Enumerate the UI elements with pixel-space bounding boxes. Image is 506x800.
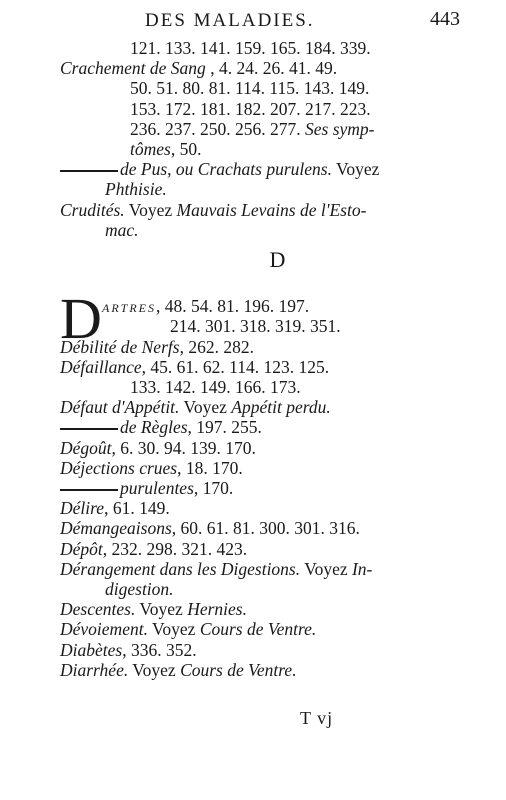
index-term: artres xyxy=(102,296,156,317)
index-term: Défaut d'Appétit. xyxy=(60,397,180,418)
index-term: Crudités. xyxy=(60,199,125,220)
ditto-dash xyxy=(60,489,118,491)
section-letter: D xyxy=(269,247,286,273)
index-line: tômes, 50. xyxy=(130,139,202,160)
index-line: 214. 301. 318. 319. 351. xyxy=(170,316,341,337)
index-term: Dépôt xyxy=(60,538,103,559)
index-term: Dégoût xyxy=(60,437,112,458)
index-term: Diabètes xyxy=(60,639,123,660)
index-term: Débilité de Nerfs xyxy=(60,336,180,357)
index-subentry: de Règles, 197. 255. xyxy=(60,417,440,437)
page-number: 443 xyxy=(430,8,460,30)
ditto-dash xyxy=(60,170,118,172)
index-entry: Dérangement dans les Digestions. Voyez In- xyxy=(60,558,373,579)
index-entry: Crachement de Sang , 4. 24. 26. 41. 49. xyxy=(60,58,338,79)
signature-mark: T vj xyxy=(300,708,334,728)
index-entry: Dévoiement. Voyez Cours de Ventre. xyxy=(60,619,317,640)
running-title: DES MALADIES. xyxy=(145,10,315,31)
index-line: 133. 142. 149. 166. 173. xyxy=(130,377,301,398)
index-term: Crachement de Sang xyxy=(60,58,206,79)
index-term: Défaillance xyxy=(60,356,142,377)
index-line: Phthisie. xyxy=(105,179,167,200)
running-header xyxy=(0,8,506,34)
index-entry: Défaillance, 45. 61. 62. 114. 123. 125. xyxy=(60,356,330,377)
index-term: Démangeaisons xyxy=(60,518,172,539)
index-entry: Démangeaisons, 60. 61. 81. 300. 301. 316. xyxy=(60,518,360,539)
ditto-dash xyxy=(60,428,118,430)
index-column xyxy=(60,38,440,680)
index-entry: Délire, 61. 149. xyxy=(60,498,170,519)
index-line: 121. 133. 141. 159. 165. 184. 339. xyxy=(130,38,371,58)
index-entry: Diarrhée. Voyez Cours de Ventre. xyxy=(60,659,297,680)
index-subentry: de Pus, ou Crachats purulens. Voyez xyxy=(60,159,440,179)
index-term: Diarrhée. xyxy=(60,659,129,680)
index-entry: Débilité de Nerfs, 262. 282. xyxy=(60,336,254,357)
index-subentry: purulentes, 170. xyxy=(60,478,440,498)
index-term: Déjections crues xyxy=(60,457,178,478)
index-term: Dévoiement. xyxy=(60,619,148,640)
index-line: 153. 172. 181. 182. 207. 217. 223. xyxy=(130,98,371,119)
index-entry: Diabètes, 336. 352. xyxy=(60,639,197,660)
index-entry: Crudités. Voyez Mauvais Levains de l'Esto- xyxy=(60,199,367,220)
index-line: mac. xyxy=(105,219,139,240)
index-entry: artres, 48. 54. 81. 196. 197. xyxy=(102,296,310,317)
index-term: Dérangement dans les Digestions. xyxy=(60,558,301,579)
index-line: digestion. xyxy=(105,579,174,600)
index-line: 236. 237. 250. 256. 277. Ses symp- xyxy=(130,118,375,139)
index-entry: Déjections crues, 18. 170. xyxy=(60,457,243,478)
index-entry: Dépôt, 232. 298. 321. 423. xyxy=(60,538,248,559)
index-term: Descentes. xyxy=(60,599,136,620)
index-entry: Descentes. Voyez Hernies. xyxy=(60,599,247,620)
drop-cap: D xyxy=(60,286,102,352)
index-entry: Défaut d'Appétit. Voyez Appétit perdu. xyxy=(60,397,331,418)
index-entry: Dégoût, 6. 30. 94. 139. 170. xyxy=(60,437,256,458)
index-term: Délire xyxy=(60,498,105,519)
index-line: 50. 51. 80. 81. 114. 115. 143. 149. xyxy=(130,78,370,99)
